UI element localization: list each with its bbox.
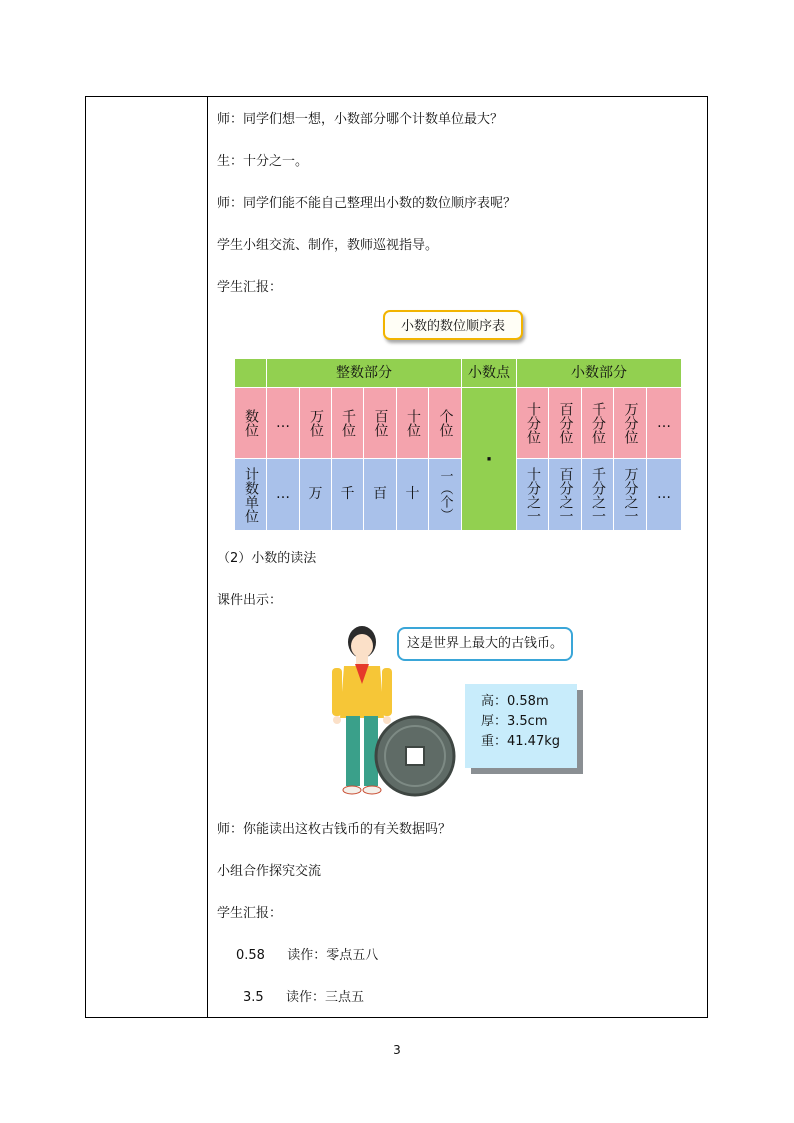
int-place-qian: 千位 [332, 388, 364, 459]
reading-text: 读作：三点五 [285, 990, 364, 1005]
paragraph-courseware: 课件出示： [217, 593, 283, 608]
reading-text: 读作：零点五八 [287, 948, 379, 963]
lesson-table-frame [85, 96, 708, 1018]
dec-place-tenths: 十分位 [517, 388, 549, 459]
table-title: 小数的数位顺序表 [383, 310, 523, 340]
header-blank [235, 359, 267, 388]
int-place-shi: 十位 [397, 388, 429, 459]
paragraph-teacher-question-2: 师：同学们能不能自己整理出小数的数位顺序表呢？ [217, 196, 517, 211]
paragraph-teacher-question-1: 师：同学们想一想，小数部分哪个计数单位最大？ [217, 112, 504, 127]
dec-unit-tenth: 十分之一 [517, 459, 549, 531]
dec-place-thousandths: 千分位 [582, 388, 614, 459]
coin-weight: 重：41.47kg [481, 734, 560, 749]
paragraph-group-work: 学生小组交流、制作，教师巡视指导。 [217, 238, 439, 253]
int-unit-shi: 十 [397, 459, 429, 531]
reading-row-2 [243, 989, 364, 1007]
paragraph-student-answer: 生：十分之一。 [217, 154, 309, 169]
section-heading-reading-decimals: （2）小数的读法 [217, 551, 317, 566]
int-unit-wan: 万 [300, 459, 332, 531]
int-place-wan: 万位 [300, 388, 332, 459]
int-unit-bai: 百 [364, 459, 397, 531]
coin-height: 高：0.58m [481, 694, 549, 709]
int-unit-ellipsis: … [267, 459, 300, 531]
paragraph-teacher-question-3: 师：你能读出这枚古钱币的有关数据吗？ [217, 822, 452, 837]
reading-number: 0.58 [236, 948, 265, 963]
decimal-point-cell: · [462, 388, 517, 531]
dec-unit-ten-thousandth: 万分之一 [614, 459, 647, 531]
paragraph-student-report-2: 学生汇报： [217, 906, 283, 921]
paragraph-group-explore: 小组合作探究交流 [217, 864, 322, 879]
int-unit-ge: 一（个） [429, 459, 462, 531]
reading-row-1 [236, 947, 378, 965]
header-decimal-point: 小数点 [462, 359, 517, 388]
place-value-table [235, 359, 682, 531]
paragraph-student-report: 学生汇报： [217, 280, 283, 295]
dec-place-ellipsis: … [647, 388, 682, 459]
dec-place-ten-thousandths: 万分位 [614, 388, 647, 459]
row-label-places: 数位 [235, 388, 267, 459]
column-divider [207, 97, 208, 1017]
int-place-bai: 百位 [364, 388, 397, 459]
row-label-units: 计数单位 [235, 459, 267, 531]
dec-place-hundredths: 百分位 [549, 388, 582, 459]
page-number: 3 [393, 1043, 401, 1057]
coin-thickness: 厚：3.5cm [481, 714, 548, 729]
speech-bubble: 这是世界上最大的古钱币。 [397, 627, 573, 661]
int-place-ellipsis: … [267, 388, 300, 459]
int-place-ge: 个位 [429, 388, 462, 459]
dec-unit-ellipsis: … [647, 459, 682, 531]
ancient-coin-illustration [374, 715, 456, 797]
coin-info-box [465, 684, 577, 768]
header-decimal-part: 小数部分 [517, 359, 682, 388]
dec-unit-hundredth: 百分之一 [549, 459, 582, 531]
reading-number: 3.5 [243, 990, 264, 1005]
int-unit-qian: 千 [332, 459, 364, 531]
header-integer-part: 整数部分 [267, 359, 462, 388]
dec-unit-thousandth: 千分之一 [582, 459, 614, 531]
